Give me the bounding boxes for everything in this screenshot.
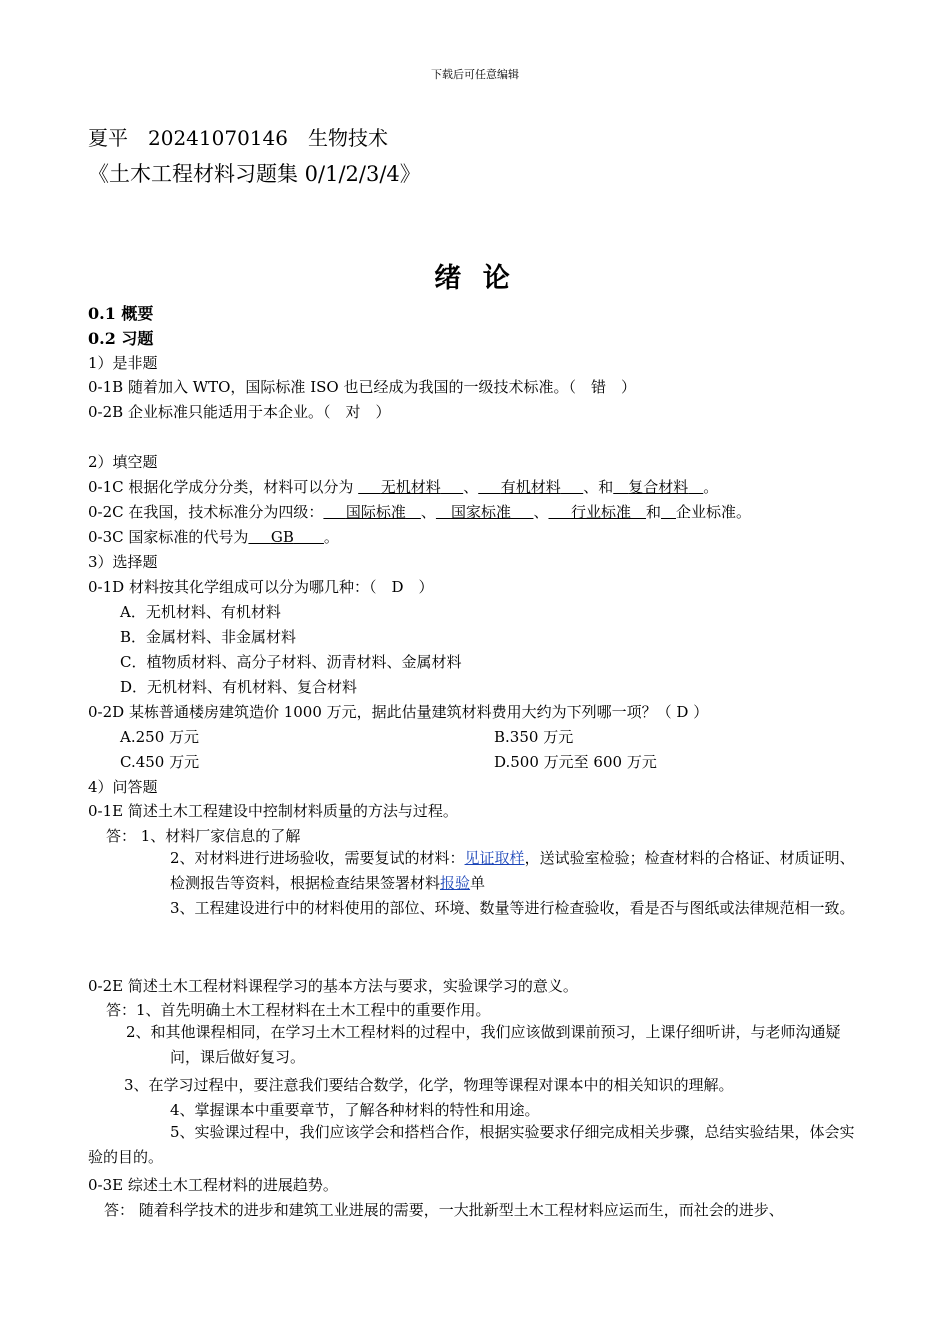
qa-q2-answer-3: 3、在学习过程中，要注意我们要结合数学，化学，物理等课程对课本中的相关知识的理解。 (124, 1076, 734, 1094)
fill-q3-answer: GB (270, 528, 294, 546)
choice-q1-option-d: D．无机材料、有机材料、复合材料 (120, 678, 358, 696)
section-overview: 0.1 概要 (88, 304, 154, 323)
fill-question-1: 0-1C 根据化学成分分类，材料可以分为 无机材料 、 有机材料 、和 复合材料 。 (88, 478, 719, 496)
chapter-title: 绪 论 (434, 263, 516, 294)
fill-q2-answer-3: 行业标准 (570, 503, 631, 521)
witness-sampling-link[interactable]: 见证取样 (464, 849, 525, 867)
qa-q2-answer-1: 答：1、首先明确土木工程材料在土木工程中的重要作用。 (106, 1001, 491, 1019)
choice-q1-option-c: C．植物质材料、高分子材料、沥青材料、金属材料 (120, 653, 462, 671)
choice-question-1: 0-1D 材料按其化学组成可以分为哪几种：（ D ） (88, 578, 434, 596)
qa-q1-answer-1: 答： 1、材料厂家信息的了解 (106, 827, 301, 845)
qa-q2-answer-2: 2、和其他课程相同，在学习土木工程材料的过程中，我们应该做到课前预习，上课仔细听讲，与老师沟通疑问，课后做好复习。 (126, 1023, 841, 1066)
inspection-report-link[interactable]: 报验 (440, 874, 471, 892)
author-line: 夏平 20241070146 生物技术 (88, 126, 388, 150)
fill-q2-answer-2: 国家标准 (450, 503, 511, 521)
fill-question-2: 0-2C 在我国，技术标准分为四级： 国际标准 、 国家标准 、 行业标准 和 企业标准。 (88, 503, 752, 521)
tf-heading: 1）是非题 (88, 354, 158, 372)
choice-q2-option-b: B.350 万元 (494, 728, 574, 746)
header-note: 下载后可任意编辑 (431, 68, 519, 81)
choice-heading: 3）选择题 (88, 553, 158, 571)
fill-q2-answer-1: 国际标准 (345, 503, 406, 521)
fill-q1-answer-3: 复合材料 (628, 478, 689, 496)
qa-heading: 4）问答题 (88, 778, 158, 796)
tf-question-1: 0-1B 随着加入 WTO，国际标准 ISO 也已经成为我国的一级技术标准。（ 错 ） (88, 378, 636, 396)
choice-question-2: 0-2D 某栋普通楼房建筑造价 1000 万元，据此估量建筑材料费用大约为下列哪一项？（ D ） (88, 703, 709, 721)
choice-q2-option-a: A.250 万元 (120, 728, 199, 746)
qa-q1-answer-3: 3、工程建设进行中的材料使用的部位、环境、数量等进行检查验收，看是否与图纸或法律规范相一致。 (170, 899, 855, 917)
fill-question-3: 0-3C 国家标准的代号为 GB 。 (88, 528, 339, 546)
qa-question-1: 0-1E 简述土木工程建设中控制材料质量的方法与过程。 (88, 802, 458, 820)
fill-q3-prefix: 0-3C 国家标准的代号为 (88, 528, 249, 546)
fill-q1-answer-1: 无机材料 (380, 478, 441, 496)
book-title: 《土木工程材料习题集 0/1/2/3/4》 (88, 162, 421, 186)
choice-q2-option-d: D.500 万元至 600 万元 (494, 753, 657, 771)
fill-q1-prefix: 0-1C 根据化学成分分类，材料可以分为 (88, 478, 354, 496)
choice-q2-option-c: C.450 万元 (120, 753, 200, 771)
fill-heading: 2）填空题 (88, 453, 158, 471)
fill-q1-answer-2: 有机材料 (500, 478, 561, 496)
qa-q2-answer-4: 4、掌握课本中重要章节，了解各种材料的特性和用途。 (170, 1101, 540, 1119)
choice-q1-option-b: B．金属材料、非金属材料 (120, 628, 297, 646)
qa-question-2: 0-2E 简述土木工程材料课程学习的基本方法与要求，实验课学习的意义。 (88, 977, 578, 995)
section-exercises: 0.2 习题 (88, 329, 154, 348)
tf-question-2: 0-2B 企业标准只能适用于本企业。（ 对 ） (88, 403, 391, 421)
qa-q1-answer-2: 2、对材料进行进场验收，需要复试的材料：见证取样，送试验室检验；检查材料的合格证、材质证明、检测报告等资料，根据检查结果签署材料报验单 (170, 849, 855, 892)
qa-q3-answer-1: 答： 随着科学技术的进步和建筑工业进展的需要，一大批新型土木工程材料应运而生，而社会的进步、 (104, 1201, 784, 1219)
fill-q2-prefix: 0-2C 在我国，技术标准分为四级： (88, 503, 324, 521)
fill-q2-answer-4 (661, 503, 676, 521)
qa-question-3: 0-3E 综述土木工程材料的进展趋势。 (88, 1176, 338, 1194)
choice-q1-option-a: A．无机材料、有机材料 (120, 603, 281, 621)
qa-q2-answer-5: 5、实验课过程中，我们应该学会和搭档合作，根据实验要求仔细完成相关步骤，总结实验结果，体会实验的目的。 (88, 1123, 855, 1166)
